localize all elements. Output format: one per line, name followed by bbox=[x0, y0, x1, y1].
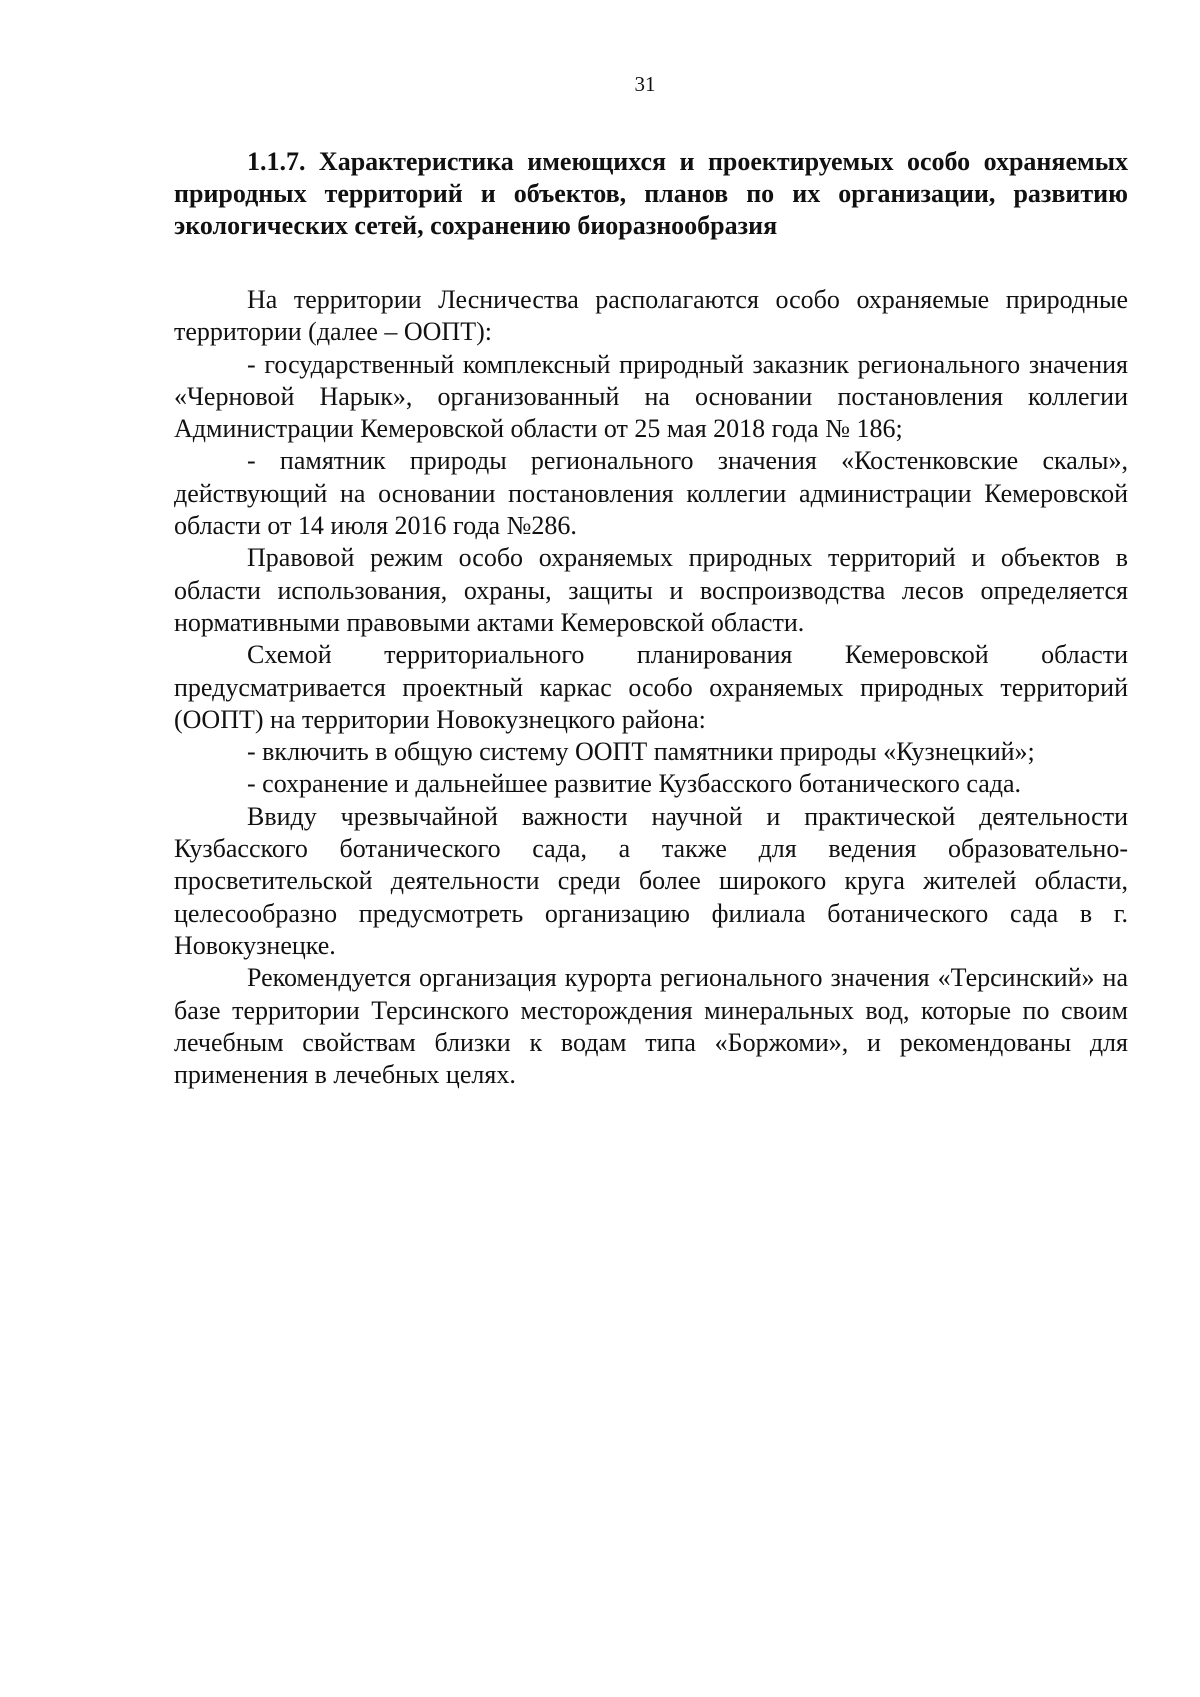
paragraph-planning-scheme: Схемой территориального планирования Кемеровской области предусматривается проектный каркас особо охраняемых природных территорий (ООПТ) на территории Новокузнецкого района: bbox=[174, 640, 1128, 734]
page-content bbox=[174, 146, 1128, 1091]
page-number: 31 bbox=[634, 72, 656, 96]
paragraph-botanical-branch: Ввиду чрезвычайной важности научной и практической деятельности Кузбасского ботанического сада, а также для ведения образовательно-просветительской деятельности среди более широкого круга жителей области, целесообразно предусмотреть организацию филиала ботанического сада в г. Новокузнецке. bbox=[174, 801, 1128, 960]
paragraph-list-item-botanical-garden: - сохранение и дальнейшее развитие Кузбасского ботанического сада. bbox=[247, 769, 1022, 799]
paragraph-list-item-include: - включить в общую систему ООПТ памятники природы «Кузнецкий»; bbox=[247, 737, 1035, 767]
section-heading: 1.1.7. Характеристика имеющихся и проектируемых особо охраняемых природных территорий и объектов, планов по их организации, развитию экологических сетей, сохранению биоразнообразия bbox=[174, 147, 1128, 240]
section-body bbox=[174, 284, 1128, 1091]
paragraph-legal-regime: Правовой режим особо охраняемых природных территорий и объектов в области использования, охраны, защиты и воспроизводства лесов определяется нормативными правовыми актами Кемеровской области. bbox=[174, 543, 1128, 637]
paragraph-list-item-reserve: - государственный комплексный природный заказник регионального значения «Черновой Нарык», организованный на основании постановления коллегии Администрации Кемеровской области от 25 мая 2018 года № 186; bbox=[174, 349, 1128, 444]
paragraph-intro: На территории Лесничества располагаются особо охраняемые природные территории (далее – ООПТ): bbox=[174, 285, 1128, 347]
paragraph-resort: Рекомендуется организация курорта регионального значения «Терсинский» на базе территории Терсинского месторождения минеральных вод, которые по своим лечебным свойствам близки к водам типа «Боржоми», и рекомендованы для применения в лечебных целях. bbox=[174, 963, 1128, 1090]
paragraph-list-item-monument: - памятник природы регионального значения «Костенковские скалы», действующий на основании постановления коллегии администрации Кемеровской области от 14 июля 2016 года №286. bbox=[174, 446, 1128, 541]
